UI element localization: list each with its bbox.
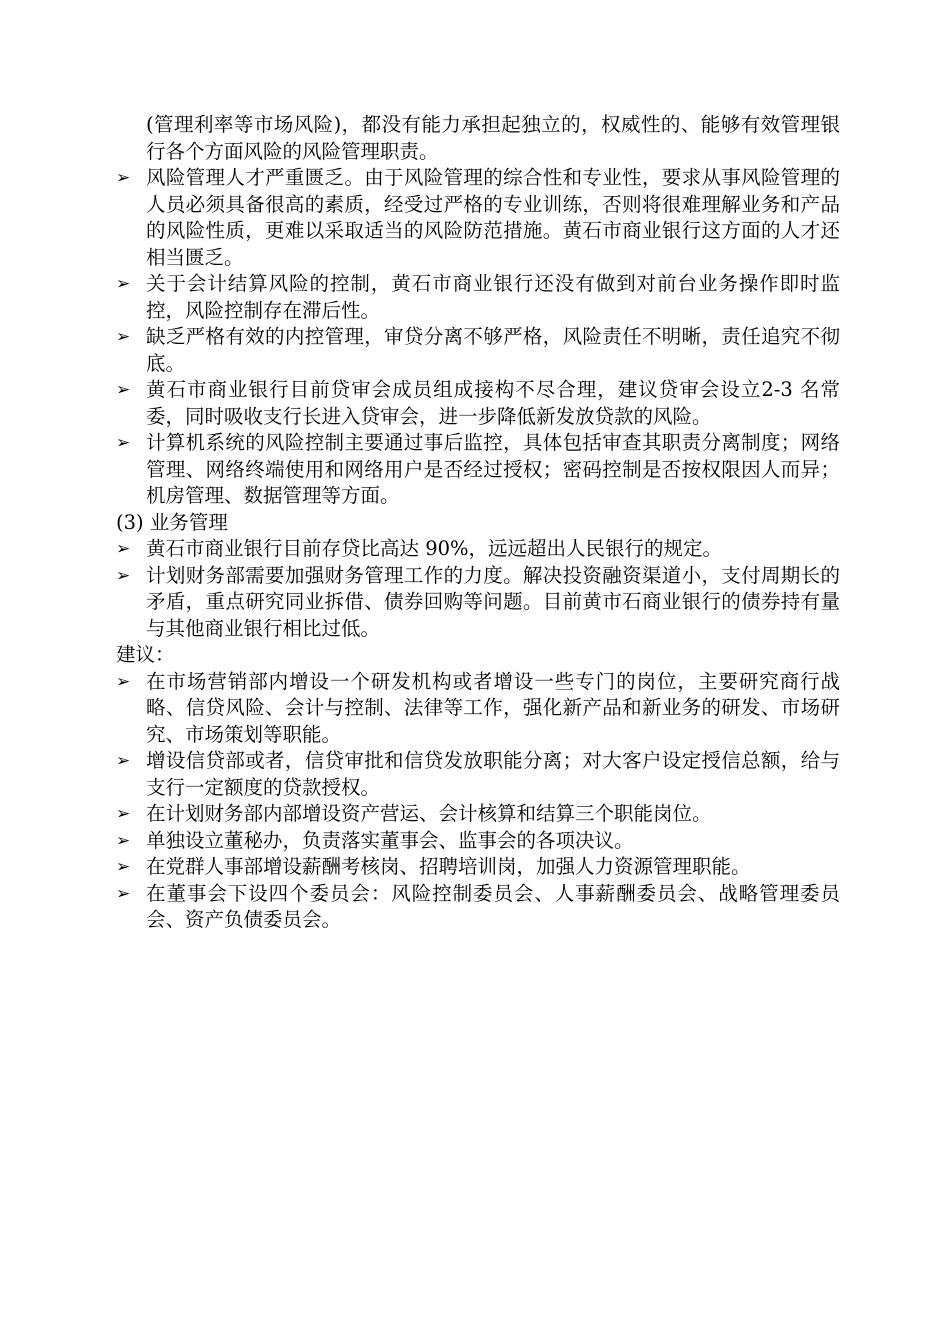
list-item — [116, 324, 840, 377]
arrow-bullet-icon: ➢ — [116, 433, 131, 453]
list-item — [116, 271, 840, 324]
suggestion-heading: 建议： — [116, 643, 175, 666]
business-heading: (3) 业务管理 — [116, 510, 228, 534]
list-item-text: 单独设立董秘办，负责落实董事会、监事会的各项决议。 — [146, 828, 634, 852]
list-item — [116, 669, 840, 749]
document-page — [116, 112, 840, 934]
list-item-text: 缺乏严格有效的内控管理，审贷分离不够严格，风险责任不明晰，责任追究不彻底。 — [146, 325, 840, 375]
arrow-bullet-icon: ➢ — [116, 274, 131, 294]
list-item — [116, 801, 840, 828]
arrow-bullet-icon: ➢ — [116, 671, 131, 692]
list-item — [116, 748, 840, 801]
arrow-bullet-icon: ➢ — [116, 327, 131, 347]
list-item-text: 在党群人事部增设薪酬考核岗、招聘培训岗，加强人力资源管理职能。 — [146, 855, 751, 878]
arrow-bullet-icon: ➢ — [116, 804, 131, 824]
arrow-bullet-icon: ➢ — [116, 857, 131, 877]
list-item — [116, 377, 840, 430]
list-item-text: 计算机系统的风险控制主要通过事后监控，具体包括审查其职责分离制度；网络管理、网络终端使用和网络用户是否经过授权；密码控制是否按权限因人而异；机房管理、数据管理等方面。 — [146, 431, 840, 507]
arrow-bullet-icon: ➢ — [116, 380, 131, 400]
list-item — [116, 536, 840, 563]
list-item-text: 关于会计结算风险的控制，黄石市商业银行还没有做到对前台业务操作即时监控，风险控制存在滞后性。 — [146, 272, 840, 322]
suggestion-list — [116, 669, 840, 934]
arrow-bullet-icon: ➢ — [116, 565, 131, 586]
list-item-text: 增设信贷部或者，信贷审批和信贷发放职能分离；对大客户设定授信总额，给与支行一定额度的贷款授权。 — [146, 749, 840, 799]
list-item-text: 风险管理人才严重匮乏。由于风险管理的综合性和专业性，要求从事风险管理的人员必须具备很高的素质，经受过严格的专业训练，否则将很难理解业务和产品的风险性质，更难以采取适当的风险防范措施。黄石市商业银行这方面的人才还相当匮乏。 — [146, 166, 840, 269]
risk-list — [116, 165, 840, 510]
list-item-text: 在市场营销部内增设一个研发机构或者增设一些专门的岗位，主要研究商行战略、信贷风险、会计与控制、法律等工作，强化新产品和新业务的研发、市场研究、市场策划等职能。 — [146, 669, 840, 746]
list-item — [116, 881, 840, 934]
list-item-text: 黄石市商业银行目前存贷比高达 90%，远远超出人民银行的规定。 — [146, 537, 723, 560]
list-item — [116, 165, 840, 271]
list-item — [116, 563, 840, 643]
list-item — [116, 854, 840, 881]
list-item-text: 黄石市商业银行目前贷审会成员组成接构不尽合理，建议贷审会设立2-3 名常委，同时吸收支行长进入贷审会，进一步降低新发放贷款的风险。 — [146, 378, 840, 428]
continuation-paragraph: (管理利率等市场风险)，都没有能力承担起独立的，权威性的、能够有效管理银行各个方面风险的风险管理职责。 — [146, 113, 840, 163]
list-item — [116, 430, 840, 510]
arrow-bullet-icon: ➢ — [116, 539, 131, 559]
arrow-bullet-icon: ➢ — [116, 168, 131, 188]
list-item — [116, 828, 840, 855]
arrow-bullet-icon: ➢ — [116, 883, 131, 904]
list-item-text: 在董事会下设四个委员会：风险控制委员会、人事薪酬委员会、战略管理委员会、资产负债委员会。 — [146, 881, 840, 931]
list-item-text: 计划财务部需要加强财务管理工作的力度。解决投资融资渠道小，支付周期长的矛盾，重点研究同业拆借、债券回购等问题。目前黄市石商业银行的债券持有量与其他商业银行相比过低。 — [146, 563, 840, 640]
arrow-bullet-icon: ➢ — [116, 830, 131, 851]
arrow-bullet-icon: ➢ — [116, 751, 131, 771]
list-item-text: 在计划财务部内部增设资产营运、会计核算和结算三个职能岗位。 — [146, 802, 712, 825]
business-list — [116, 536, 840, 642]
